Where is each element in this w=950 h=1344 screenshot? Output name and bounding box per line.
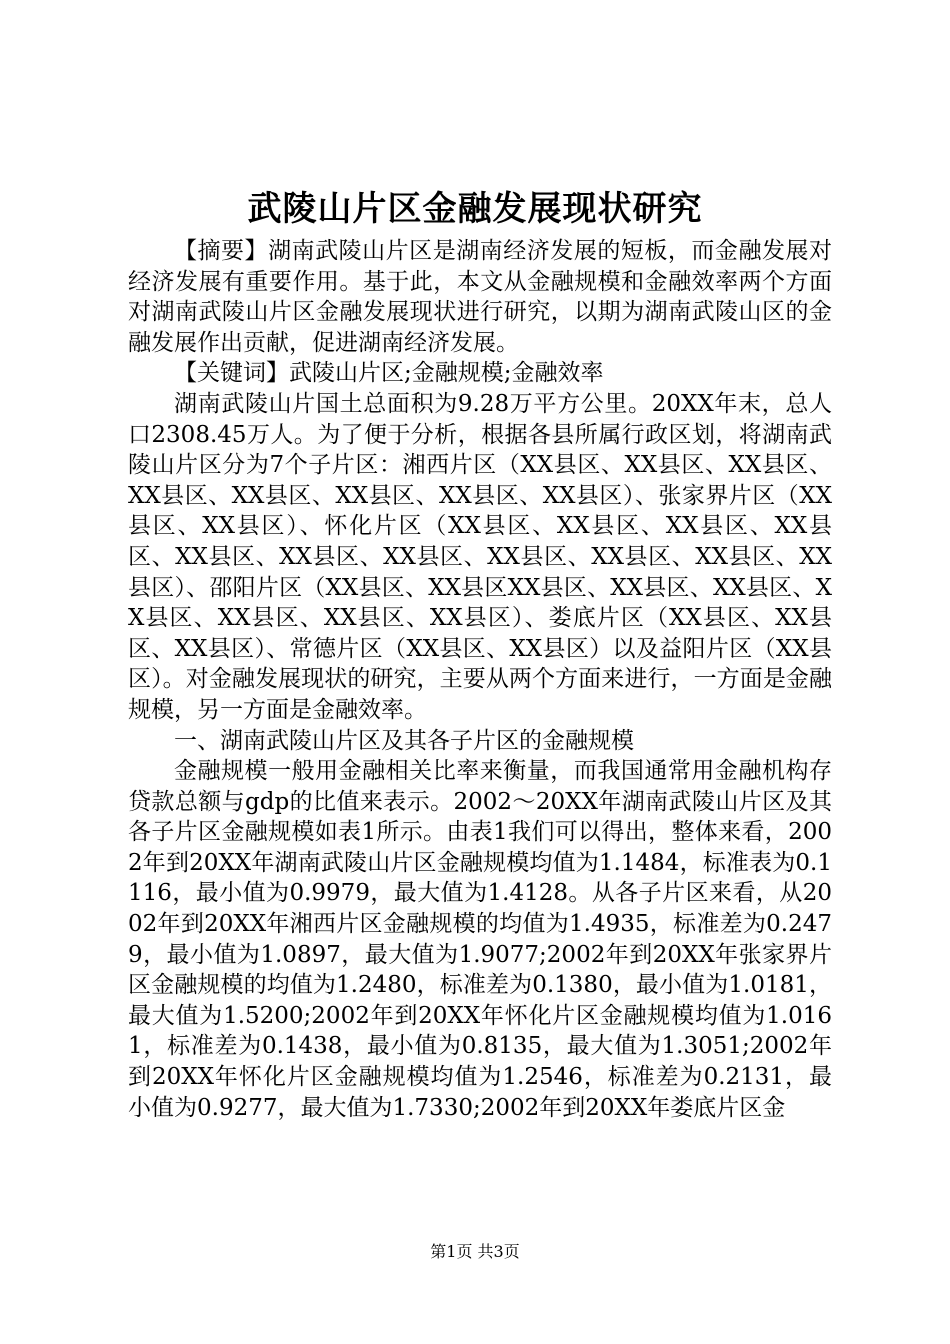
keywords-paragraph: 【关键词】武陵山片区;金融规模;金融效率	[174, 360, 604, 387]
intro-paragraph: 湖南武陵山片国土总面积为9.28万平方公里。20XX年末，总人口2308.45万人。为了便于分析，根据各县所属行政区划，将湖南武陵山片区分为7个子片区：湘西片区（XX县区、XX县区、XX县区、XX县区、XX县区、XX县区、XX县区、XX县区）、张家界片区（XX县区、XX县区）、怀化片区（XX县区、XX县区、XX县区、XX县区、XX县区、XX县区、XX县区、XX县区、XX县区、XX县区、XX县区）、邵阳片区（XX县区、XX县区XX县区、XX县区、XX县区、XX县区、XX县区、XX县区、XX县区）、娄底片区（XX县区、XX县区、XX县区）、常德片区（XX县区、XX县区）以及益阳片区（XX县区）。对金融发展现状的研究，主要从两个方面来进行，一方面是金融规模，另一方面是金融效率。	[128, 390, 832, 723]
document-body	[128, 236, 832, 1123]
financial-scale-paragraph: 金融规模一般用金融相关比率来衡量，而我国通常用金融机构存贷款总额与gdp的比值来表示。2002～20XX年湖南武陵山片区及其各子片区金融规模如表1所示。由表1我们可以得出，整体来看，2002年到20XX年湖南武陵山片区金融规模均值为1.1484，标准表为0.1116，最小值为0.9979，最大值为1.4128。从各子片区来看，从2002年到20XX年湘西片区金融规模的均值为1.4935，标准差为0.2479，最小值为1.0897，最大值为1.9077;2002年到20XX年张家界片区金融规模的均值为1.2480，标准差为0.1380，最小值为1.0181，最大值为1.5200;2002年到20XX年怀化片区金融规模均值为1.0161，标准差为0.1438，最小值为0.8135，最大值为1.3051;2002年到20XX年怀化片区金融规模均值为1.2546，标准差为0.2131，最小值为0.9277，最大值为1.7330;2002年到20XX年娄底片区金	[128, 758, 832, 1121]
abstract-paragraph: 【摘要】湖南武陵山片区是湖南经济发展的短板，而金融发展对经济发展有重要作用。基于此，本文从金融规模和金融效率两个方面对湖南武陵山片区金融发展现状进行研究，以期为湖南武陵山区的金融发展作出贡献，促进湖南经济发展。	[128, 238, 832, 356]
section-heading: 一、湖南武陵山片区及其各子片区的金融规模	[174, 727, 634, 754]
document-title: 武陵山片区金融发展现状研究	[247, 189, 703, 229]
page-indicator: 第1页 共3页	[430, 1242, 520, 1261]
